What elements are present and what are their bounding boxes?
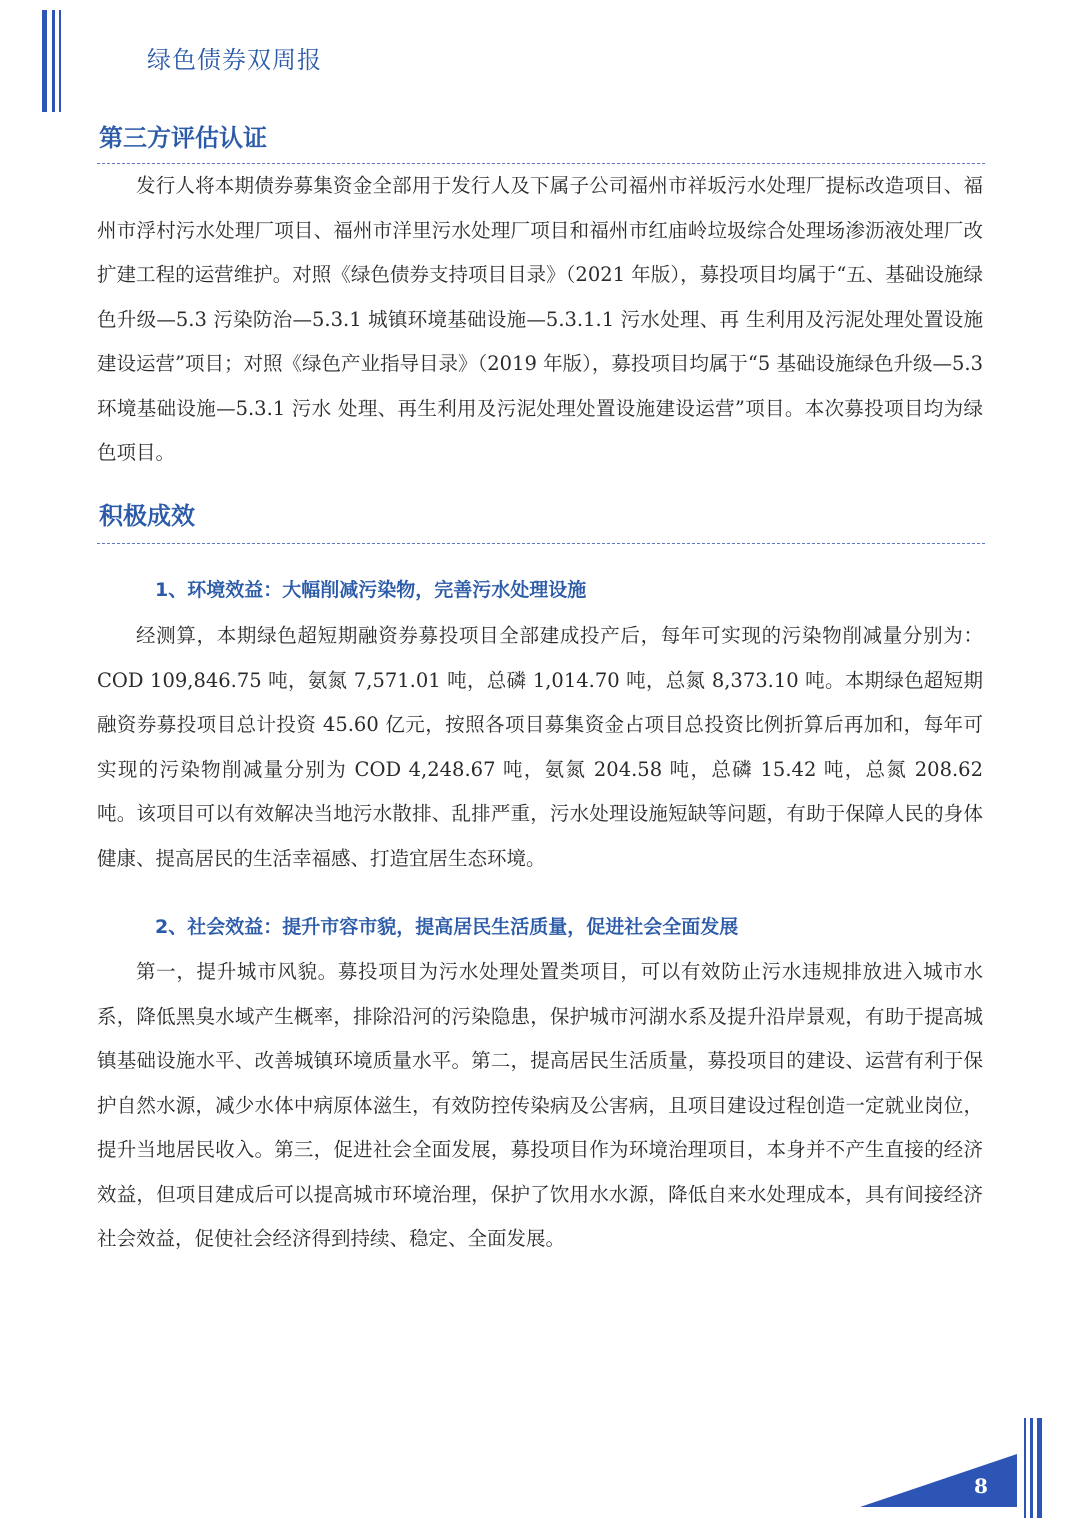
paragraph-environmental-benefits: 经测算，本期绿色超短期融资券募投项目全部建成投产后，每年可实现的污染物削减量分别为：COD 109,846.75 吨，氨氮 7,571.01 吨，总磷 1,014.70 吨，总氮 8,373.10 吨。本期绿色超短期融资券募投项目总计投资 45.60 亿元，按照各项目募集资金占项目总投资比例折算后再加和，每年可实现的污染物削减量分别为 COD 4,248.67 吨，氨氮 204.58 吨，总磷 15.42 吨，总氮 208.62 吨。该项目可以有效解决当地污水散排、乱排严重，污水处理设施短缺等问题，有助于保障人民的身体健康、提高居民的生活幸福感、打造宜居生态环境。 <box>97 624 983 870</box>
section-title-third-party-evaluation: 第三方评估认证 <box>99 124 267 152</box>
page-number: 8 <box>974 1474 988 1498</box>
report-title: 绿色债券双周报 <box>147 46 322 74</box>
subsection-title-social-benefits: 2、社会效益：提升市容市貌，提高居民生活质量，促进社会全面发展 <box>155 916 739 938</box>
header-decoration-bars <box>42 10 66 112</box>
section-title-positive-effects: 积极成效 <box>99 502 195 530</box>
section-divider <box>97 543 985 544</box>
footer-decoration-bars <box>1024 1418 1044 1518</box>
subsection-title-environmental-benefits: 1、环境效益：大幅削减污染物，完善污水处理设施 <box>155 579 587 601</box>
paragraph-evaluation: 发行人将本期债券募集资金全部用于发行人及下属子公司福州市祥坂污水处理厂提标改造项目、福州市浮村污水处理厂项目、福州市洋里污水处理厂项目和福州市红庙岭垃圾综合处理场渗沥液处理厂改扩建工程的运营维护。对照《绿色债券支持项目目录》（2021 年版），募投项目均属于“五、基础设施绿色升级—5.3 污染防治—5.3.1 城镇环境基础设施—5.3.1.1 污水处理、再 生利用及污泥处理处置设施建设运营”项目；对照《绿色产业指导目录》（2019 年版），募投项目均属于“5 基础设施绿色升级—5.3 环境基础设施—5.3.1 污水 处理、再生利用及污泥处理处置设施建设运营”项目。本次募投项目均为绿色项目。 <box>97 174 983 464</box>
footer-triangle <box>860 1452 1020 1510</box>
paragraph-social-benefits: 第一，提升城市风貌。募投项目为污水处理处置类项目，可以有效防止污水违规排放进入城市水系，降低黑臭水域产生概率，排除沿河的污染隐患，保护城市河湖水系及提升沿岸景观，有助于提高城镇基础设施水平、改善城镇环境质量水平。第二，提高居民生活质量，募投项目的建设、运营有利于保护自然水源，减少水体中病原体滋生，有效防控传染病及公害病，且项目建设过程创造一定就业岗位，提升当地居民收入。第三，促进社会全面发展，募投项目作为环境治理项目，本身并不产生直接的经济效益，但项目建成后可以提高城市环境治理，保护了饮用水水源，降低自来水处理成本，具有间接经济社会效益，促使社会经济得到持续、稳定、全面发展。 <box>97 960 983 1250</box>
